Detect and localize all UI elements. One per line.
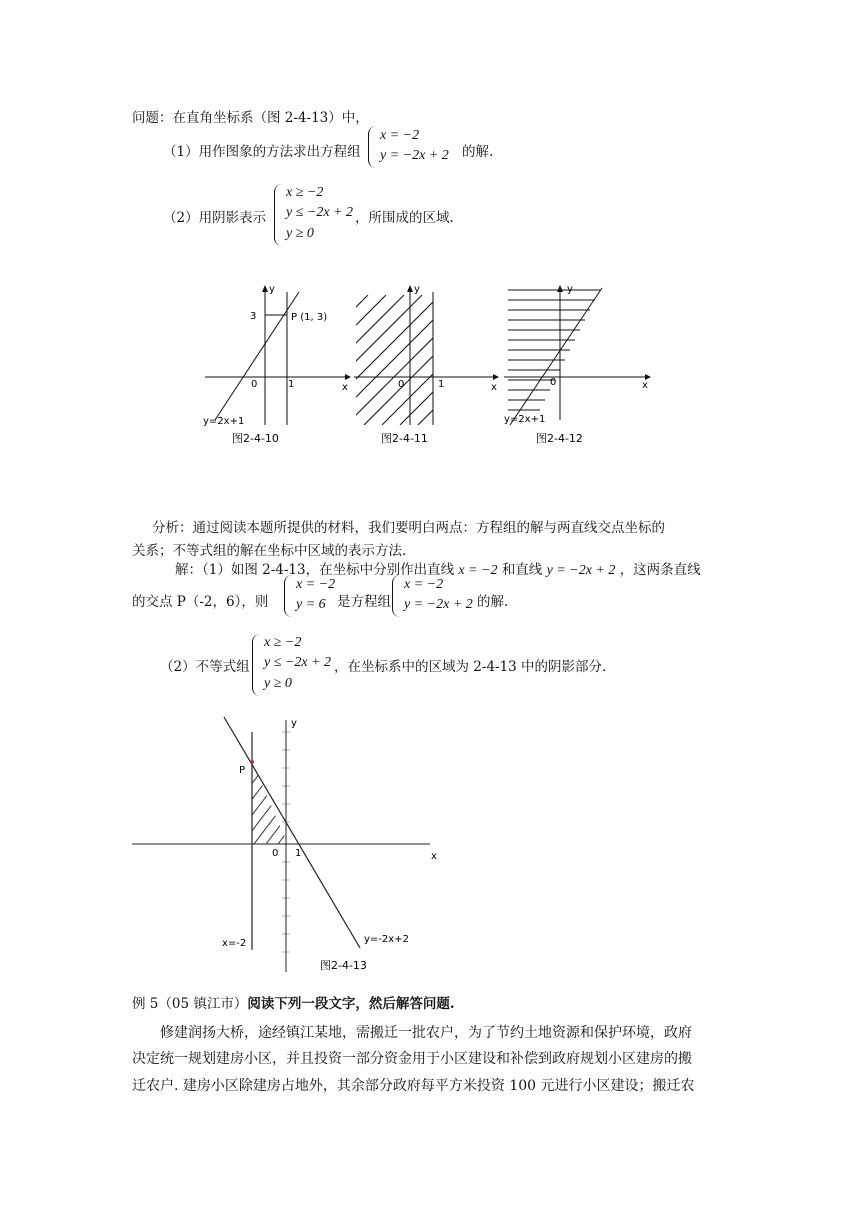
hatch-region xyxy=(206,752,348,844)
part2-pre: （2）用阴影表示 xyxy=(163,210,267,226)
figure-2-4-10 xyxy=(195,280,355,450)
example-title xyxy=(132,992,455,1012)
caption: 图2-4-13 xyxy=(320,959,367,972)
brace xyxy=(392,575,401,617)
part1-pre: （1）用作图象的方法求出方程组 xyxy=(163,144,361,160)
figure-2-4-13 xyxy=(130,712,450,977)
point-p-marker xyxy=(250,760,254,764)
inequality-system-2 xyxy=(252,634,342,696)
eq-row-2: y = −2x + 2 xyxy=(404,597,473,612)
origin-label: 0 xyxy=(272,848,279,859)
ineq-row-1: x ≥ −2 xyxy=(264,635,302,650)
example-p3: 迁农户. 建房小区除建房占地外，其余部分政府每平方米投资 100 元进行小区建设；搬迁农 xyxy=(132,1078,695,1094)
sol-row-2: y = 6 xyxy=(296,597,326,612)
question-line: 问题：在直角坐标系（图 2-4-13）中， xyxy=(132,110,369,126)
example-p1: 修建润扬大桥，途经镇江某地，需搬迁一批农户，为了节约土地资源和保护环境，政府 xyxy=(160,1025,692,1041)
caption: 图2-4-12 xyxy=(536,432,583,445)
inequality-system-1 xyxy=(274,184,364,246)
x-axis-label: x xyxy=(491,382,497,393)
y-axis-label: y xyxy=(567,284,573,295)
solution-line-2b: 是方程组 xyxy=(337,594,391,610)
tick-3-label: 3 xyxy=(250,311,257,322)
part2-post: ，所围成的区域. xyxy=(355,210,454,226)
figure-2-4-11 xyxy=(350,280,505,450)
ineq-row-1: x ≥ −2 xyxy=(286,185,324,200)
part1-post: 的解. xyxy=(462,144,494,160)
hatch-region xyxy=(350,295,505,425)
sol-eq-2: y = −2x + 2 xyxy=(546,563,616,578)
tick-1-label: 1 xyxy=(288,379,295,390)
ineq-row-3: y ≥ 0 xyxy=(264,676,292,691)
line-label: y=2x+1 xyxy=(203,416,245,427)
sol-text-c: ，这两条直线 xyxy=(619,562,701,578)
equation-system-1 xyxy=(368,126,458,168)
solution-part2-post: ，在坐标系中的区域为 2-4-13 中的阴影部分. xyxy=(334,659,607,675)
caption: 图2-4-10 xyxy=(232,432,279,445)
eq-row-1: x = −2 xyxy=(404,577,444,592)
figure-2-4-12 xyxy=(500,280,660,450)
eq-row-2: y = −2x + 2 xyxy=(380,148,449,163)
solution-system xyxy=(284,575,344,617)
horizontal-hatch xyxy=(508,290,600,410)
sol-eq-1: x = −2 xyxy=(458,563,498,578)
ineq-row-2: y ≤ −2x + 2 xyxy=(286,205,354,220)
part1-text xyxy=(163,140,361,160)
ineq-row-3: y ≥ 0 xyxy=(286,226,314,241)
solution-line-2a: 的交点 P（-2，6），则 xyxy=(132,594,269,610)
origin-label: 0 xyxy=(398,379,405,390)
brace xyxy=(284,575,293,617)
y-axis-label: y xyxy=(291,718,297,729)
diagonal-line-label: y=-2x+2 xyxy=(364,934,409,945)
brace xyxy=(368,126,377,168)
caption: 图2-4-11 xyxy=(381,432,428,445)
brace xyxy=(274,184,283,246)
vertical-line-label: x=-2 xyxy=(222,938,247,949)
eq-row-1: x = −2 xyxy=(380,128,420,143)
example-instruction: 阅读下列一段文字，然后解答问题. xyxy=(247,996,455,1012)
example-p2: 决定统一规划建房小区，并且投资一部分资金用于小区建设和补偿到政府规划小区建房的搬 xyxy=(132,1051,692,1067)
line-label: y=2x+1 xyxy=(504,414,546,425)
y-axis-label: y xyxy=(269,284,275,295)
sol-text-a: 解：（1）如图 2-4-13，在坐标中分别作出直线 xyxy=(175,562,455,578)
example-number: 例 5（05 镇江市） xyxy=(132,996,248,1012)
x-axis-label: x xyxy=(642,380,648,391)
analysis-line-1: 分析：通过阅读本题所提供的材料，我们要明白两点：方程组的解与两直线交点坐标的 xyxy=(152,520,665,536)
x-axis-label: x xyxy=(431,851,437,862)
analysis-line-2: 关系；不等式组的解在坐标中区域的表示方法. xyxy=(132,543,407,559)
solution-line-2c: 的解. xyxy=(477,594,509,610)
point-p-label: P (1, 3) xyxy=(291,312,328,323)
tick-1-label: 1 xyxy=(295,848,302,859)
x-axis-label: x xyxy=(342,382,348,393)
y-axis-label: y xyxy=(414,284,420,295)
point-p-label: P xyxy=(239,765,246,776)
brace xyxy=(252,634,261,696)
sol-text-b: 和直线 xyxy=(501,562,543,578)
tick-1-label: 1 xyxy=(438,379,445,390)
origin-label: 0 xyxy=(550,377,557,388)
ineq-row-2: y ≤ −2x + 2 xyxy=(264,655,332,670)
origin-label: 0 xyxy=(251,379,258,390)
solution-part2-pre: （2）不等式组 xyxy=(160,659,250,675)
equation-system-2 xyxy=(392,575,482,617)
sol-row-1: x = −2 xyxy=(296,577,336,592)
